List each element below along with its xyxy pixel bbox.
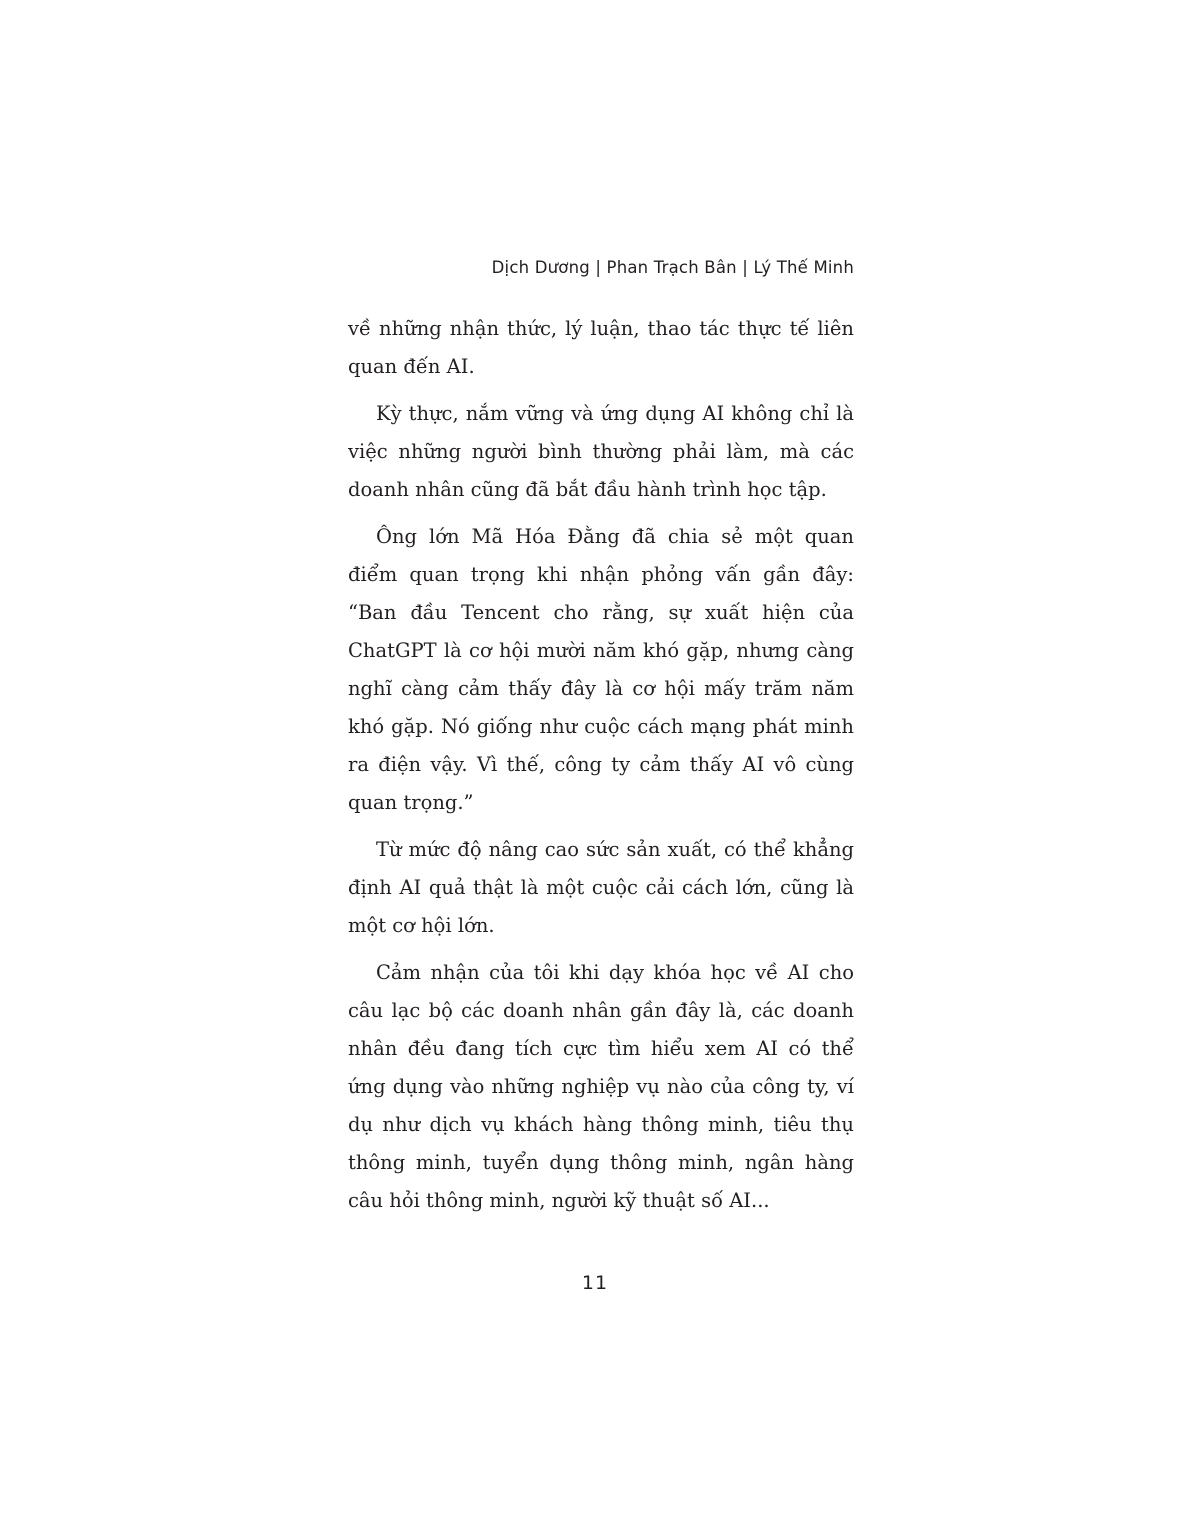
- page-number: 11: [581, 1272, 609, 1294]
- paragraph: Kỳ thực, nắm vững và ứng dụng AI không chỉ là việc những người bình thường phải làm, mà các doanh nhân cũng đã bắt đầu hành trình học tập.: [348, 402, 854, 501]
- paragraph: Từ mức độ nâng cao sức sản xuất, có thể khẳng định AI quả thật là một cuộc cải cách lớn, cũng là một cơ hội lớn.: [348, 838, 854, 937]
- paragraph-quote: Ông lớn Mã Hóa Đằng đã chia sẻ một quan điểm quan trọng khi nhận phỏng vấn gần đây: “Ban đầu Tencent cho rằng, sự xuất hiện của ChatGPT là cơ hội mười năm khó gặp, nhưng càng nghĩ càng cảm thấy đây là cơ hội mấy trăm năm khó gặp. Nó giống như cuộc cách mạng phát minh ra điện vậy. Vì thế, công ty cảm thấy AI vô cùng quan trọng.”: [348, 525, 854, 814]
- running-header: Dịch Dương | Phan Trạch Bân | Lý Thế Minh: [491, 258, 854, 277]
- paragraph-continued: về những nhận thức, lý luận, thao tác thực tế liên quan đến AI.: [348, 317, 854, 378]
- body-text: [348, 310, 854, 1229]
- paragraph: Cảm nhận của tôi khi dạy khóa học về AI cho câu lạc bộ các doanh nhân gần đây là, các doanh nhân đều đang tích cực tìm hiểu xem AI có thể ứng dụng vào những nghiệp vụ nào của công ty, ví dụ như dịch vụ khách hàng thông minh, tiêu thụ thông minh, tuyển dụng thông minh, ngân hàng câu hỏi thông minh, người kỹ thuật số AI...: [348, 961, 854, 1212]
